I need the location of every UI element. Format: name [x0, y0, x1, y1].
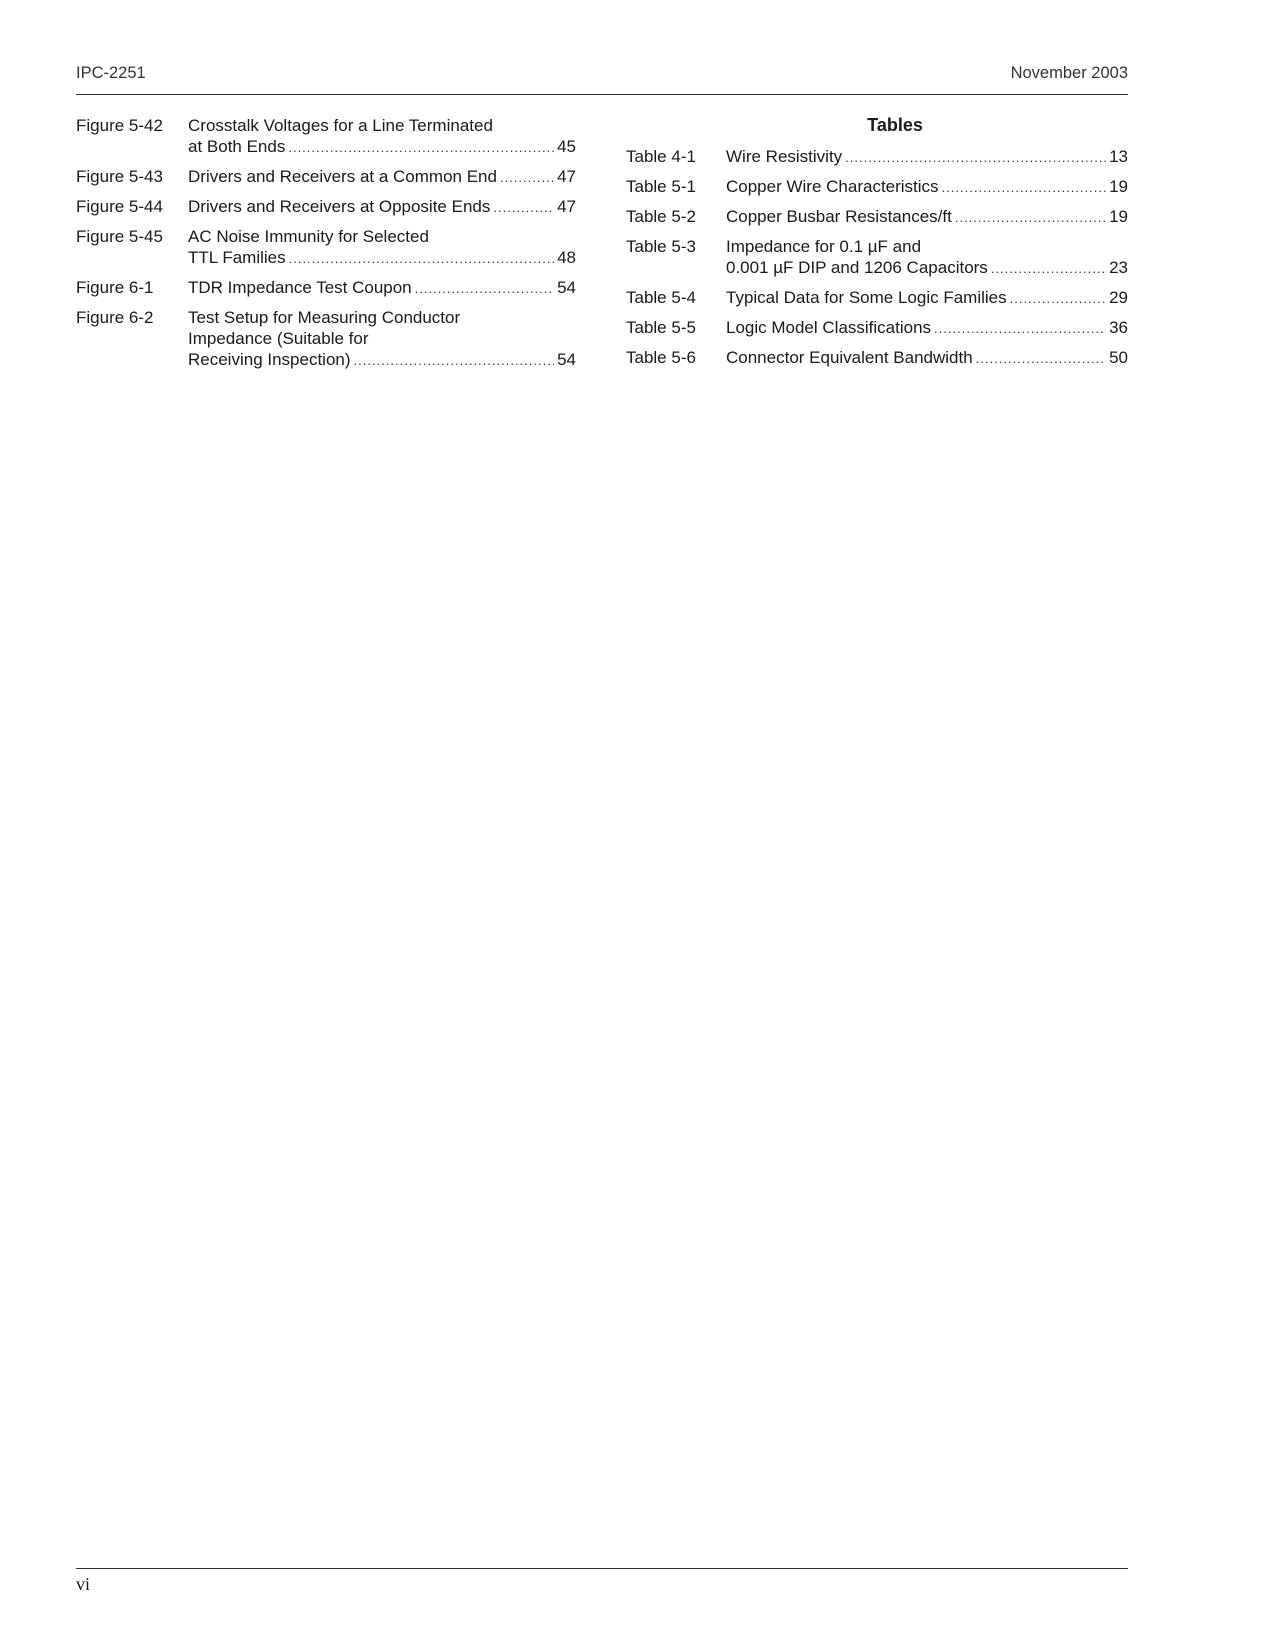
dot-leader — [942, 177, 1107, 198]
entry-page: 48 — [557, 248, 576, 267]
entry-title: 0.001 µF DIP and 1206 Capacitors — [726, 258, 988, 277]
entry-page: 19 — [1109, 207, 1128, 226]
entry-title: TTL Families — [188, 248, 286, 267]
footer-rule — [76, 1568, 1128, 1569]
toc-entry-table-5-2[interactable] — [626, 206, 1128, 228]
entry-title: Crosstalk Voltages for a Line Terminated — [188, 116, 493, 135]
entry-title: AC Noise Immunity for Selected — [188, 227, 429, 246]
toc-entry-figure-6-1[interactable] — [76, 277, 576, 299]
toc-entry-figure-5-44[interactable] — [76, 196, 576, 218]
dot-leader — [354, 350, 555, 371]
entry-title: Copper Busbar Resistances/ft — [726, 207, 952, 226]
toc-entry-table-5-4[interactable] — [626, 287, 1128, 309]
tables-list — [626, 115, 1128, 377]
entry-title: Wire Resistivity — [726, 147, 843, 166]
entry-page: 50 — [1109, 348, 1128, 367]
entry-title: at Both Ends — [188, 137, 286, 156]
page-number: vi — [76, 1574, 91, 1594]
toc-entry-figure-5-45[interactable] — [76, 226, 576, 269]
toc-entry-table-5-5[interactable] — [626, 317, 1128, 339]
toc-entry-figure-5-43[interactable] — [76, 166, 576, 188]
dot-leader — [955, 207, 1106, 228]
entry-label: Table 5-3 — [626, 237, 696, 256]
dot-leader — [976, 348, 1106, 369]
section-heading-tables: Tables — [867, 115, 923, 135]
entry-label: Table 5-4 — [626, 288, 696, 307]
document-id: IPC-2251 — [76, 64, 146, 82]
dot-leader — [500, 167, 554, 188]
entry-page: 36 — [1109, 318, 1128, 337]
entry-label: Table 5-2 — [626, 207, 696, 226]
entry-title: Drivers and Receivers at a Common End — [188, 167, 497, 186]
dot-leader — [288, 137, 554, 158]
entry-page: 54 — [557, 350, 576, 369]
entry-label: Table 4-1 — [626, 147, 696, 166]
toc-entry-table-4-1[interactable] — [626, 146, 1128, 168]
entry-title: Test Setup for Measuring Conductor — [188, 308, 461, 327]
entry-title: Typical Data for Some Logic Families — [726, 288, 1007, 307]
entry-label: Table 5-6 — [626, 348, 696, 367]
toc-entry-table-5-3[interactable] — [626, 236, 1128, 279]
dot-leader — [415, 278, 554, 299]
header-rule — [76, 94, 1128, 95]
entry-page: 29 — [1109, 288, 1128, 307]
entry-label: Figure 5-45 — [76, 227, 163, 246]
entry-label: Figure 5-43 — [76, 167, 163, 186]
dot-leader — [1010, 288, 1106, 309]
toc-entry-table-5-6[interactable] — [626, 347, 1128, 369]
entry-label: Figure 6-2 — [76, 308, 154, 327]
entry-title: TDR Impedance Test Coupon — [188, 278, 412, 297]
entry-page: 19 — [1109, 177, 1128, 196]
dot-leader — [845, 147, 1106, 168]
entry-title: Connector Equivalent Bandwidth — [726, 348, 973, 367]
dot-leader — [493, 197, 554, 218]
toc-entry-table-5-1[interactable] — [626, 176, 1128, 198]
toc-entry-figure-6-2[interactable] — [76, 307, 576, 371]
entry-page: 47 — [557, 167, 576, 186]
entry-page: 54 — [557, 278, 576, 297]
entry-page: 45 — [557, 137, 576, 156]
entry-label: Table 5-1 — [626, 177, 696, 196]
entry-label: Figure 5-44 — [76, 197, 163, 216]
entry-title: Impedance (Suitable for — [188, 329, 369, 348]
dot-leader — [991, 258, 1106, 279]
entry-label: Figure 5-42 — [76, 116, 163, 135]
entry-title: Drivers and Receivers at Opposite Ends — [188, 197, 491, 216]
entry-page: 13 — [1109, 147, 1128, 166]
entry-page: 23 — [1109, 258, 1128, 277]
entry-title: Receiving Inspection) — [188, 350, 351, 369]
entry-title: Impedance for 0.1 µF and — [726, 237, 922, 256]
dot-leader — [934, 318, 1106, 339]
entry-title: Logic Model Classifications — [726, 318, 932, 337]
entry-page: 47 — [557, 197, 576, 216]
figures-list — [76, 115, 576, 379]
document-date: November 2003 — [1010, 64, 1128, 82]
entry-label: Table 5-5 — [626, 318, 696, 337]
toc-entry-figure-5-42[interactable] — [76, 115, 576, 158]
entry-label: Figure 6-1 — [76, 278, 154, 297]
entry-title: Copper Wire Characteristics — [726, 177, 939, 196]
running-header — [76, 64, 1128, 86]
dot-leader — [289, 248, 554, 269]
